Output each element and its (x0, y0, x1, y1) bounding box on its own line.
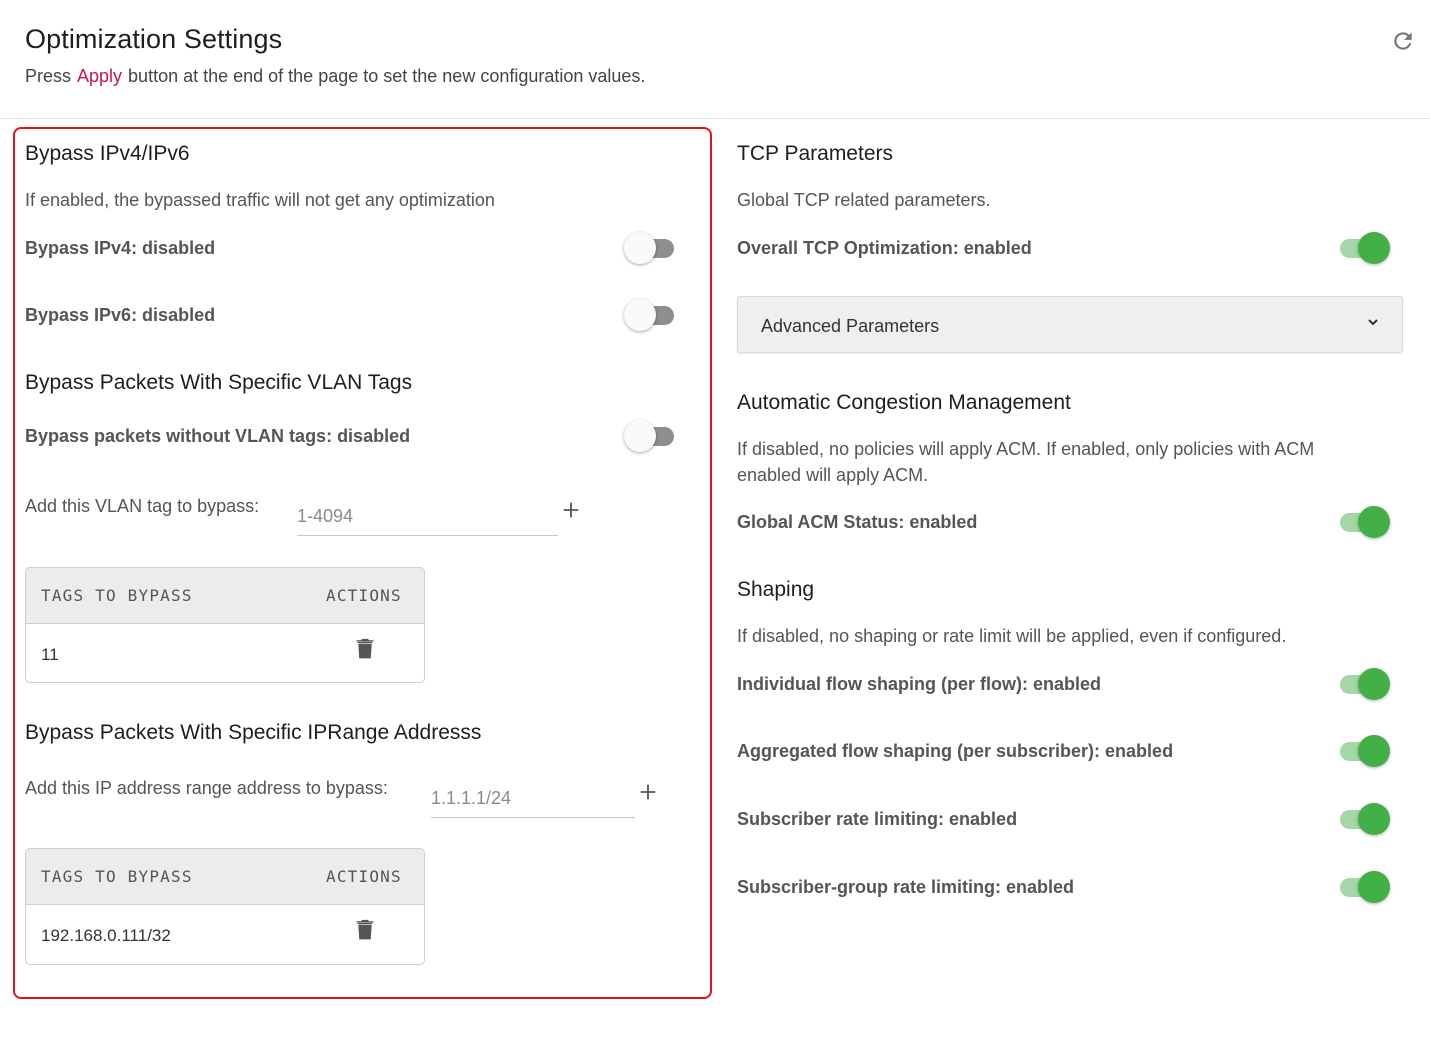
subtitle-suffix: button at the end of the page to set the new configuration values. (128, 66, 646, 86)
iprange-section-title: Bypass Packets With Specific IPRange Addresss (25, 721, 482, 744)
subtitle-prefix: Press (25, 66, 72, 86)
page-title: Optimization Settings (25, 24, 283, 54)
vlan-section-title: Bypass Packets With Specific VLAN Tags (25, 371, 413, 394)
shaping-section-title: Shaping (737, 578, 815, 601)
toggle-knob (624, 232, 656, 264)
toggle-knob (624, 420, 656, 452)
acm-global-toggle[interactable] (1336, 503, 1392, 537)
shaping-description: If disabled, no shaping or rate limit will be applied, even if configured. (737, 626, 1287, 646)
vlan-tag-input[interactable] (297, 498, 558, 536)
bypass-description: If enabled, the bypassed traffic will not get any optimization (25, 190, 495, 210)
col-tags-header: TAGS TO BYPASS (41, 586, 193, 605)
bypass-ipv6-label: Bypass IPv6: disabled (25, 305, 216, 325)
add-vlan-plus-icon[interactable] (560, 499, 582, 521)
subscriber-rate-label: Subscriber rate limiting: enabled (737, 809, 1018, 829)
bypass-ipv4-label: Bypass IPv4: disabled (25, 238, 216, 258)
chevron-down-icon (1365, 314, 1381, 330)
vlan-add-label: Add this VLAN tag to bypass: (25, 496, 260, 516)
trash-icon[interactable] (356, 637, 374, 659)
toggle-knob (1358, 506, 1390, 538)
table-row (26, 624, 424, 682)
bypass-ipv6-toggle[interactable] (624, 296, 680, 330)
toggle-knob (1358, 735, 1390, 767)
table-header (26, 849, 424, 905)
bypass-ipv4-toggle[interactable] (624, 229, 680, 263)
acm-section-title: Automatic Congestion Management (737, 391, 1071, 414)
iprange-cell: 192.168.0.111/32 (41, 926, 171, 945)
individual-shaping-label: Individual flow shaping (per flow): enabled (737, 674, 1102, 694)
table-row (26, 905, 424, 963)
page-subtitle (25, 66, 645, 87)
page-header (0, 0, 1430, 119)
subscriber-rate-toggle[interactable] (1336, 800, 1392, 834)
group-rate-toggle[interactable] (1336, 868, 1392, 902)
add-iprange-plus-icon[interactable] (637, 781, 659, 803)
apply-link[interactable]: Apply (77, 66, 123, 86)
tcp-section-title: TCP Parameters (737, 142, 893, 165)
toggle-knob (1358, 871, 1390, 903)
refresh-icon[interactable] (1390, 28, 1416, 54)
toggle-knob (624, 299, 656, 331)
bypass-section-title: Bypass IPv4/IPv6 (25, 142, 190, 165)
toggle-knob (1358, 668, 1390, 700)
iprange-input[interactable] (431, 780, 635, 818)
vlan-no-tag-toggle[interactable] (624, 417, 680, 451)
aggregated-shaping-label: Aggregated flow shaping (per subscriber): enabled (737, 741, 1174, 761)
trash-icon[interactable] (356, 918, 374, 940)
vlan-tag-cell: 11 (41, 645, 59, 664)
iprange-add-label: Add this IP address range address to bypass: (25, 778, 388, 798)
tcp-description: Global TCP related parameters. (737, 190, 991, 210)
col-actions-header: ACTIONS (326, 867, 402, 886)
vlan-tags-table (25, 567, 425, 683)
col-tags-header: TAGS TO BYPASS (41, 867, 193, 886)
individual-shaping-toggle[interactable] (1336, 665, 1392, 699)
vlan-no-tag-label: Bypass packets without VLAN tags: disabled (25, 426, 411, 446)
advanced-parameters-label: Advanced Parameters (761, 316, 940, 336)
tcp-overall-label: Overall TCP Optimization: enabled (737, 238, 1032, 258)
group-rate-label: Subscriber-group rate limiting: enabled (737, 877, 1075, 897)
toggle-knob (1358, 803, 1390, 835)
table-header (26, 568, 424, 624)
aggregated-shaping-toggle[interactable] (1336, 732, 1392, 766)
iprange-table (25, 848, 425, 965)
col-actions-header: ACTIONS (326, 586, 402, 605)
acm-global-label: Global ACM Status: enabled (737, 512, 978, 532)
acm-description-line2: enabled will apply ACM. (737, 465, 929, 485)
toggle-knob (1358, 232, 1390, 264)
advanced-parameters-accordion[interactable] (737, 296, 1403, 353)
acm-description-line1: If disabled, no policies will apply ACM. If enabled, only policies with ACM (737, 439, 1315, 459)
tcp-overall-toggle[interactable] (1336, 229, 1392, 263)
